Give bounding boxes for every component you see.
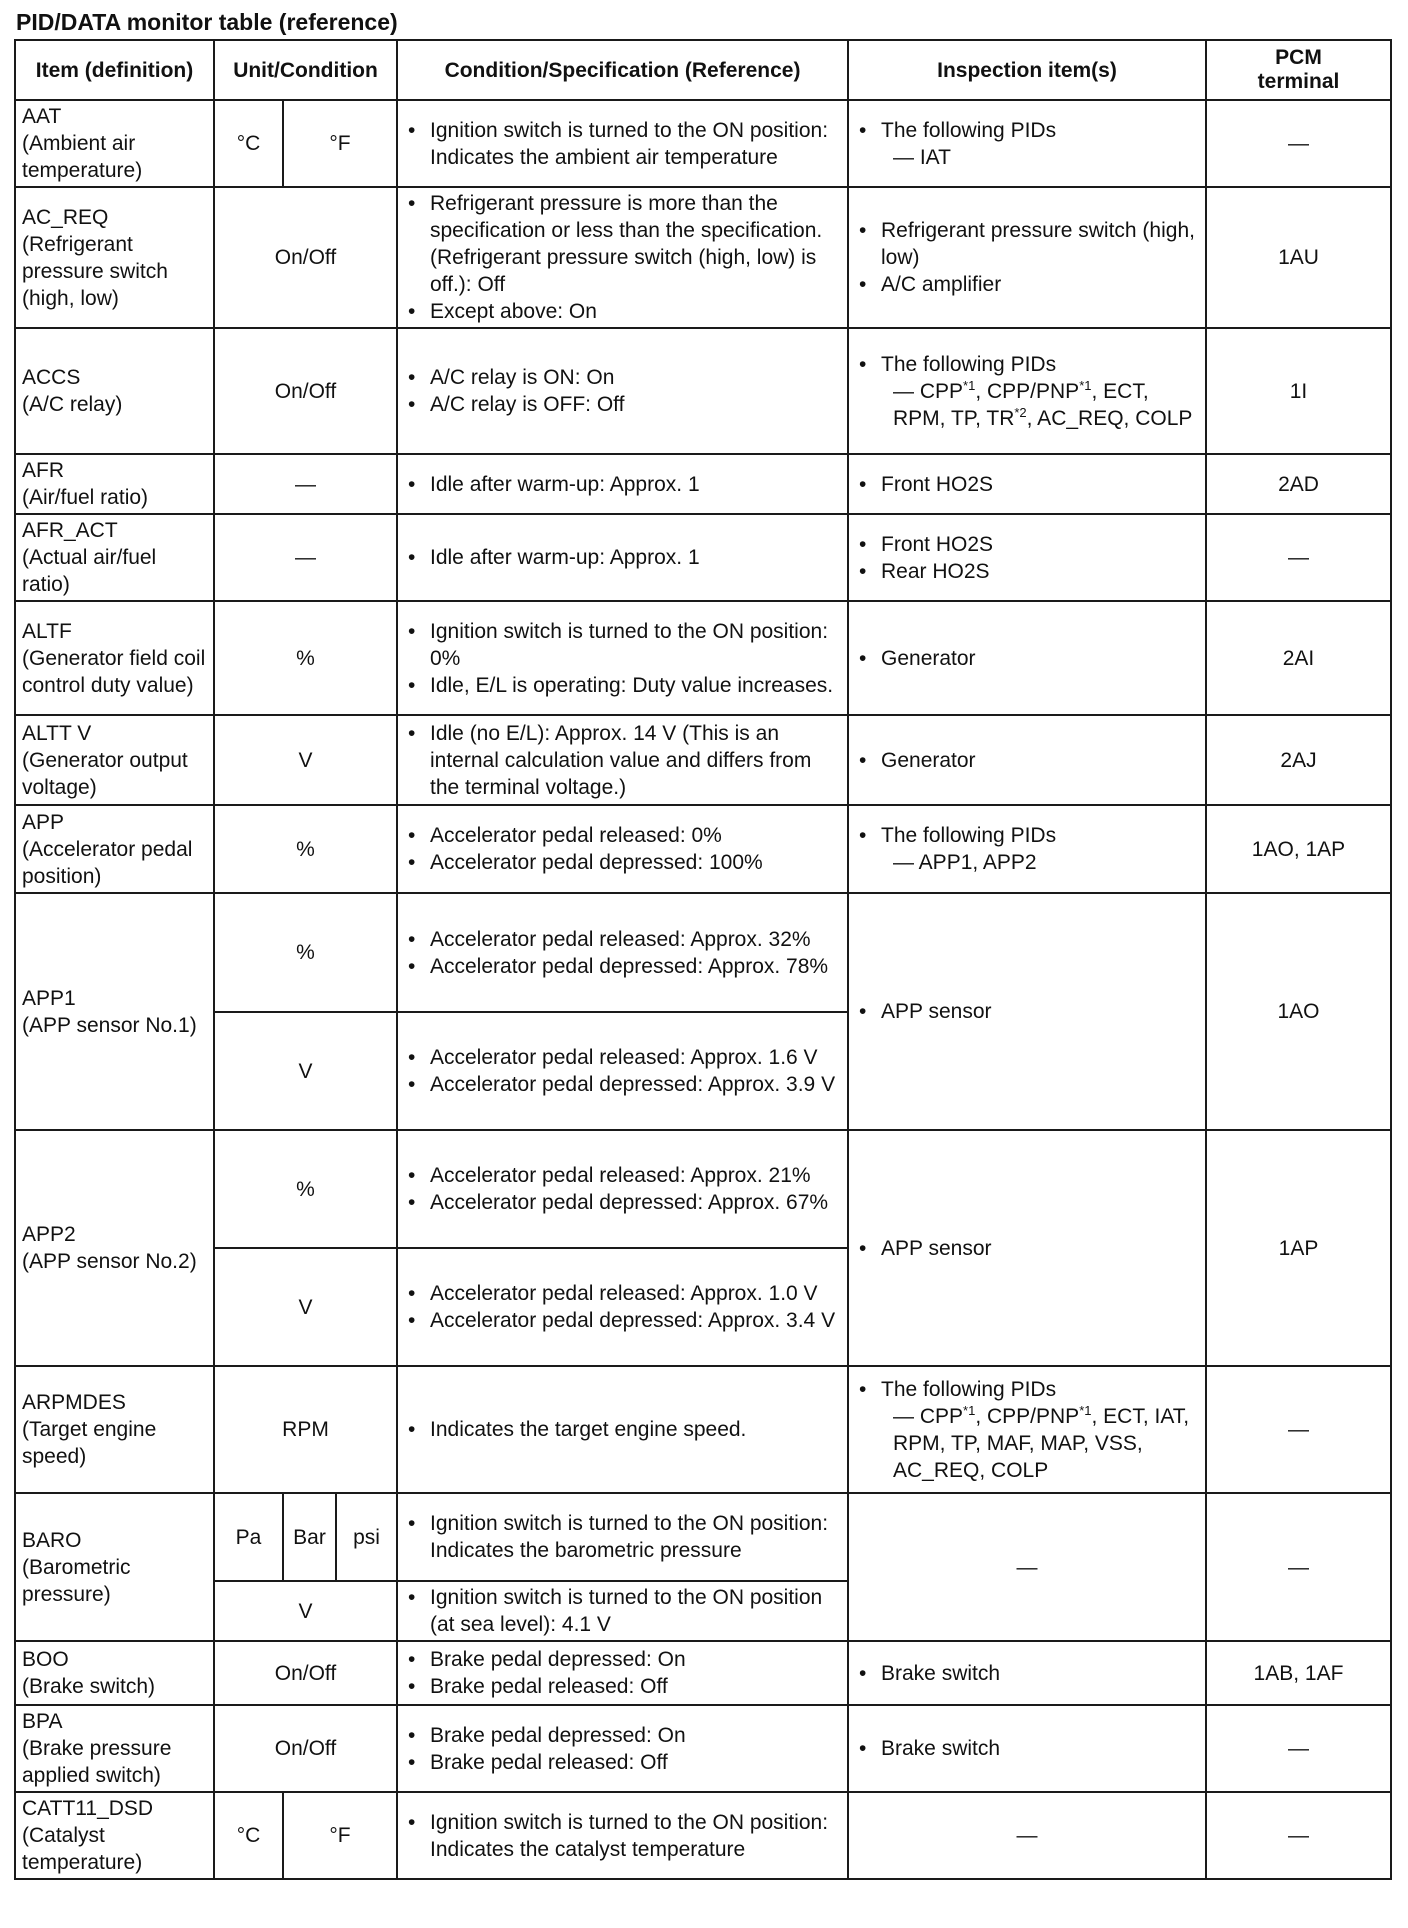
spec-cell: • Refrigerant pressure is more than the specification or less than the specification. (Refrigerant pressure switch (high, low) is off.): Off • Except above: On <box>397 187 848 328</box>
inspection-cell: — <box>848 1792 1206 1879</box>
inspection-cell: • Generator <box>848 715 1206 805</box>
pcm-cell: 2AJ <box>1206 715 1391 805</box>
header-spec: Condition/Specification (Reference) <box>397 40 848 100</box>
unit-cell: psi <box>336 1493 397 1581</box>
table-row <box>15 715 1391 805</box>
table-row <box>15 1792 1391 1879</box>
spec-cell: • Ignition switch is turned to the ON position: 0% • Idle, E/L is operating: Duty value increases. <box>397 601 848 715</box>
header-row <box>15 40 1391 100</box>
pcm-cell: — <box>1206 1705 1391 1792</box>
item-cell: ALTF (Generator field coil control duty value) <box>15 601 214 715</box>
table-row <box>15 893 1391 1012</box>
inspection-cell: • Generator <box>848 601 1206 715</box>
unit-cell: °F <box>283 100 397 187</box>
pcm-cell: 2AI <box>1206 601 1391 715</box>
unit-cell: °C <box>214 1792 283 1879</box>
item-cell: BPA (Brake pressure applied switch) <box>15 1705 214 1792</box>
inspection-cell: — <box>848 1493 1206 1641</box>
item-cell: BOO (Brake switch) <box>15 1641 214 1705</box>
unit-cell: °C <box>214 100 283 187</box>
table-row <box>15 1705 1391 1792</box>
spec-cell: • Ignition switch is turned to the ON position (at sea level): 4.1 V <box>397 1581 848 1641</box>
page-title: PID/DATA monitor table (reference) <box>16 9 398 35</box>
table-row <box>15 100 1391 187</box>
inspection-cell: • APP sensor <box>848 893 1206 1130</box>
table-row <box>15 805 1391 893</box>
inspection-cell: • Front HO2S <box>848 454 1206 514</box>
spec-cell: • Idle after warm-up: Approx. 1 <box>397 514 848 601</box>
pcm-cell: 1I <box>1206 328 1391 454</box>
spec-cell: • Accelerator pedal released: 0% • Accelerator pedal depressed: 100% <box>397 805 848 893</box>
spec-cell: • Accelerator pedal released: Approx. 32% • Accelerator pedal depressed: Approx. 78% <box>397 893 848 1012</box>
unit-cell: — <box>214 514 397 601</box>
item-cell: AFR (Air/fuel ratio) <box>15 454 214 514</box>
header-unit: Unit/Condition <box>214 40 397 100</box>
header-inspection: Inspection item(s) <box>848 40 1206 100</box>
spec-cell: • Accelerator pedal released: Approx. 1.0 V • Accelerator pedal depressed: Approx. 3.4 V <box>397 1248 848 1366</box>
pcm-cell: 1AO <box>1206 893 1391 1130</box>
item-cell: ACCS (A/C relay) <box>15 328 214 454</box>
pid-data-table <box>14 39 1392 1880</box>
header-pcm: PCM terminal <box>1206 40 1391 100</box>
inspection-cell: • Front HO2S • Rear HO2S <box>848 514 1206 601</box>
item-cell: CATT11_DSD (Catalyst temperature) <box>15 1792 214 1879</box>
table-row <box>15 514 1391 601</box>
spec-cell: • Brake pedal depressed: On • Brake pedal released: Off <box>397 1641 848 1705</box>
spec-cell: • Brake pedal depressed: On • Brake pedal released: Off <box>397 1705 848 1792</box>
spec-cell: • Accelerator pedal released: Approx. 1.6 V • Accelerator pedal depressed: Approx. 3.9 V <box>397 1012 848 1130</box>
spec-cell: • Indicates the target engine speed. <box>397 1366 848 1493</box>
item-cell: AAT (Ambient air temperature) <box>15 100 214 187</box>
spec-cell: • Ignition switch is turned to the ON position: Indicates the barometric pressure <box>397 1493 848 1581</box>
unit-cell: % <box>214 601 397 715</box>
item-cell: APP (Accelerator pedal position) <box>15 805 214 893</box>
pcm-cell: 1AU <box>1206 187 1391 328</box>
inspection-cell: • The following PIDs — CPP$^{*1}$, CPP/PNP$^{*1}$, ECT, RPM, TP, TR$^{*2}$, AC_REQ, COLP <box>848 328 1206 454</box>
table-row <box>15 1641 1391 1705</box>
pcm-cell: 1AB, 1AF <box>1206 1641 1391 1705</box>
pcm-cell: 1AP <box>1206 1130 1391 1366</box>
item-cell: AC_REQ (Refrigerant pressure switch (high, low) <box>15 187 214 328</box>
inspection-cell: • The following PIDs — APP1, APP2 <box>848 805 1206 893</box>
unit-cell: Pa <box>214 1493 283 1581</box>
header-item: Item (definition) <box>15 40 214 100</box>
spec-cell: • Ignition switch is turned to the ON position: Indicates the ambient air temperature <box>397 100 848 187</box>
spec-cell: • Idle after warm-up: Approx. 1 <box>397 454 848 514</box>
pcm-cell: 2AD <box>1206 454 1391 514</box>
item-cell: ALTT V (Generator output voltage) <box>15 715 214 805</box>
spec-cell: • Ignition switch is turned to the ON position: Indicates the catalyst temperature <box>397 1792 848 1879</box>
unit-cell: On/Off <box>214 1641 397 1705</box>
unit-cell: On/Off <box>214 328 397 454</box>
spec-cell: • Idle (no E/L): Approx. 14 V (This is an internal calculation value and differs from the terminal voltage.) <box>397 715 848 805</box>
spec-cell: • Accelerator pedal released: Approx. 21% • Accelerator pedal depressed: Approx. 67% <box>397 1130 848 1248</box>
table-row <box>15 1366 1391 1493</box>
inspection-cell: • APP sensor <box>848 1130 1206 1366</box>
pcm-cell: — <box>1206 1792 1391 1879</box>
unit-cell: Bar <box>283 1493 336 1581</box>
inspection-cell: • Refrigerant pressure switch (high, low) • A/C amplifier <box>848 187 1206 328</box>
unit-cell: % <box>214 893 397 1012</box>
unit-cell: % <box>214 1130 397 1248</box>
unit-cell: % <box>214 805 397 893</box>
unit-cell: V <box>214 1248 397 1366</box>
pcm-cell: — <box>1206 1493 1391 1641</box>
spec-cell: • A/C relay is ON: On • A/C relay is OFF: Off <box>397 328 848 454</box>
inspection-cell: • Brake switch <box>848 1641 1206 1705</box>
table-row <box>15 601 1391 715</box>
unit-cell: On/Off <box>214 187 397 328</box>
unit-cell: V <box>214 715 397 805</box>
unit-cell: V <box>214 1012 397 1130</box>
pcm-cell: 1AO, 1AP <box>1206 805 1391 893</box>
pcm-cell: — <box>1206 100 1391 187</box>
item-cell: BARO (Barometric pressure) <box>15 1493 214 1641</box>
table-row <box>15 187 1391 328</box>
unit-cell: RPM <box>214 1366 397 1493</box>
pcm-cell: — <box>1206 514 1391 601</box>
item-cell: APP2 (APP sensor No.2) <box>15 1130 214 1366</box>
table-row <box>15 328 1391 454</box>
table-row <box>15 454 1391 514</box>
table-row <box>15 1130 1391 1248</box>
unit-cell: V <box>214 1581 397 1641</box>
table-row <box>15 1493 1391 1581</box>
pcm-cell: — <box>1206 1366 1391 1493</box>
unit-cell: °F <box>283 1792 397 1879</box>
inspection-cell: • The following PIDs — IAT <box>848 100 1206 187</box>
inspection-cell: • Brake switch <box>848 1705 1206 1792</box>
item-cell: ARPMDES (Target engine speed) <box>15 1366 214 1493</box>
item-cell: APP1 (APP sensor No.1) <box>15 893 214 1130</box>
unit-cell: On/Off <box>214 1705 397 1792</box>
unit-cell: — <box>214 454 397 514</box>
inspection-cell: • The following PIDs — CPP$^{*1}$, CPP/PNP$^{*1}$, ECT, IAT, RPM, TP, MAF, MAP, VSS, AC_REQ, COLP <box>848 1366 1206 1493</box>
item-cell: AFR_ACT (Actual air/fuel ratio) <box>15 514 214 601</box>
